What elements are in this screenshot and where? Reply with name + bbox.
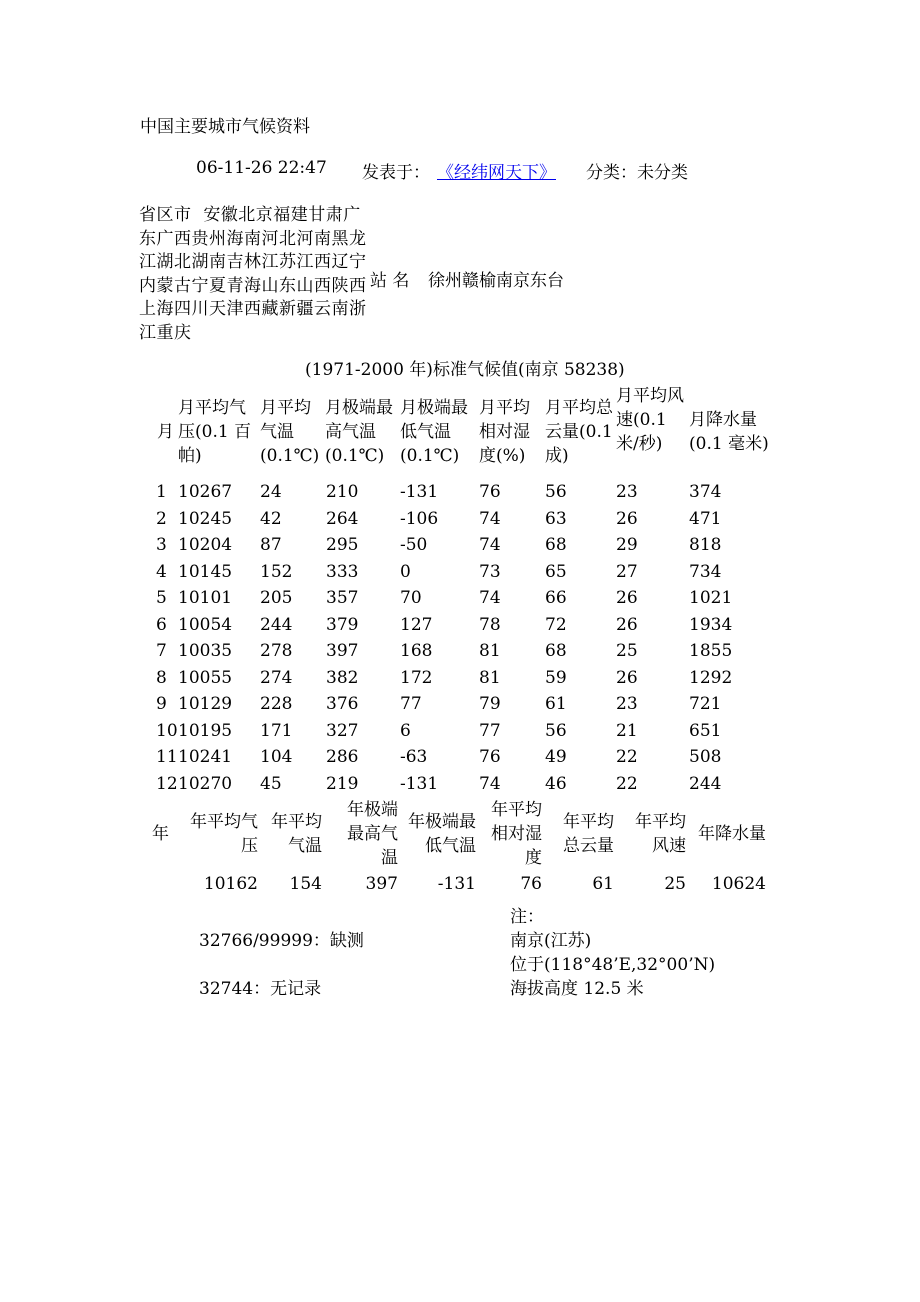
cell-precip: 471 [689,508,722,529]
cell-temp: 244 [260,614,293,635]
cell-humidity: 74 [479,508,501,529]
annual-value-pressure: 10162 [203,874,258,894]
cell-wind: 25 [616,641,638,661]
cell-min-temp: 0 [400,561,411,582]
cell-max-temp: 376 [326,694,359,714]
cell-wind: 22 [616,747,638,767]
cell-month: 11 [156,747,178,767]
note-label: 注： [510,907,544,927]
cell-pressure: 10145 [178,561,233,582]
cell-min-temp: 70 [400,588,422,608]
table-row [0,721,920,747]
cell-cloud: 49 [545,747,567,767]
cell-pressure: 10270 [178,773,233,794]
cell-humidity: 76 [479,482,501,502]
cell-cloud: 65 [545,561,567,582]
header-wind: 月平均风速(0.1 米/秒) [616,386,684,454]
cell-humidity: 81 [479,667,501,688]
post-datetime: 06-11-26 22:47 [196,158,327,178]
cell-cloud: 72 [545,614,567,635]
cell-month: 12 [156,773,178,794]
cell-humidity: 79 [479,694,501,714]
cell-cloud: 66 [545,588,567,608]
cell-cloud: 46 [545,773,567,794]
cell-wind: 29 [616,535,638,555]
table-row [0,535,920,561]
cell-month: 6 [156,614,167,635]
annual-header-temp: 年平均气温 [271,812,322,856]
cell-precip: 818 [689,535,722,555]
cell-month: 3 [156,535,167,555]
cell-month: 1 [156,482,167,502]
cell-pressure: 10204 [178,535,233,555]
cell-wind: 23 [616,694,638,714]
cell-min-temp: -50 [400,535,428,555]
cell-precip: 1934 [689,614,733,635]
annual-header-wind: 年平均风速 [635,812,686,856]
cell-max-temp: 219 [326,773,359,794]
cell-cloud: 59 [545,667,567,688]
table-row [0,509,920,535]
cell-pressure: 10054 [178,614,233,635]
post-meta [0,158,920,182]
header-cloud: 月平均总云量(0.1 成) [545,398,613,466]
cell-temp: 87 [260,535,282,555]
cell-precip: 1292 [689,667,733,688]
annual-header-precip: 年降水量 [698,824,766,844]
annual-value-wind: 25 [664,874,686,894]
annual-value-cloud: 61 [592,874,614,894]
annual-value-precip: 10624 [711,874,766,894]
annual-header-year: 年 [152,824,169,844]
cell-max-temp: 327 [326,720,359,741]
cell-temp: 152 [260,561,293,582]
cell-temp: 205 [260,588,293,608]
provinces-text: 安徽北京福建甘肃广东广西贵州海南河北河南黑龙江湖北湖南吉林江苏江西辽宁内蒙古宁夏青海山东山西陕西上海四川天津西藏新疆云南浙江重庆 [139,205,367,343]
station-list[interactable]: 徐州赣榆南京东台 [428,271,564,291]
table-title: (1971-2000 年)标准气候值(南京 58238) [305,360,625,380]
cell-min-temp: 172 [400,667,433,688]
table-row [0,615,920,641]
table-row [0,562,920,588]
source-link[interactable]: 《经纬网天下》 [437,163,556,183]
cell-cloud: 61 [545,694,567,714]
header-precip: 月降水量(0.1 毫米) [689,410,769,454]
table-row [0,482,920,508]
cell-month: 9 [156,694,167,714]
cell-min-temp: -63 [400,747,428,767]
cell-cloud: 56 [545,482,567,502]
cell-month: 5 [156,588,167,608]
cell-humidity: 76 [479,747,501,767]
cell-temp: 278 [260,641,293,661]
cell-pressure: 10241 [178,747,233,767]
annual-header-min-temp: 年极端最低气温 [408,812,476,856]
cell-wind: 26 [616,508,638,529]
cell-wind: 21 [616,720,638,741]
category-label: 分类：未分类 [586,163,688,183]
cell-temp: 274 [260,667,293,688]
header-pressure: 月平均气压(0.1 百帕) [178,398,252,466]
annual-value-max-temp: 397 [365,874,398,894]
cell-temp: 24 [260,482,282,502]
note-station-name: 南京(江苏) [510,931,592,951]
cell-wind: 27 [616,561,638,582]
cell-min-temp: -131 [400,482,439,502]
cell-month: 8 [156,667,167,688]
cell-wind: 26 [616,588,638,608]
cell-wind: 23 [616,482,638,502]
cell-cloud: 63 [545,508,567,529]
page-title: 中国主要城市气候资料 [140,117,310,137]
annual-header-pressure: 年平均气压 [190,812,258,856]
header-min-temp: 月极端最低气温(0.1℃) [400,398,468,466]
cell-month: 2 [156,508,167,529]
note-location: 位于(118°48’E,32°00’N) [510,955,716,975]
cell-pressure: 10101 [178,588,233,608]
cell-max-temp: 286 [326,747,359,767]
header-month: 月 [157,422,174,442]
cell-max-temp: 210 [326,482,359,502]
note-missing: 32766/99999：缺测 [199,931,364,951]
cell-humidity: 74 [479,535,501,555]
province-list [139,204,367,345]
cell-pressure: 10055 [178,667,233,688]
cell-precip: 244 [689,773,722,794]
cell-precip: 508 [689,747,722,767]
cell-humidity: 74 [479,773,501,794]
table-row [0,774,920,800]
table-row [0,641,920,667]
cell-humidity: 74 [479,588,501,608]
cell-temp: 171 [260,720,293,741]
table-row [0,588,920,614]
cell-precip: 1021 [689,588,733,608]
annual-value-humidity: 76 [520,874,542,894]
table-row [0,694,920,720]
cell-min-temp: 168 [400,641,433,661]
cell-min-temp: 77 [400,694,422,714]
cell-min-temp: 6 [400,720,411,741]
header-temp: 月平均气温(0.1℃) [260,398,320,466]
cell-pressure: 10035 [178,641,233,661]
cell-cloud: 56 [545,720,567,741]
station-label: 站 名 [370,271,410,291]
cell-temp: 104 [260,747,293,767]
provinces-label: 省区市 [139,205,192,225]
header-max-temp: 月极端最高气温(0.1℃) [325,398,393,466]
cell-cloud: 68 [545,641,567,661]
cell-temp: 42 [260,508,282,529]
cell-month: 10 [156,720,178,741]
cell-pressure: 10267 [178,482,233,502]
cell-precip: 651 [689,720,722,741]
cell-humidity: 81 [479,641,501,661]
cell-wind: 26 [616,614,638,635]
cell-month: 4 [156,561,167,582]
cell-temp: 228 [260,694,293,714]
cell-pressure: 10245 [178,508,233,529]
table-row [0,747,920,773]
annual-value-min-temp: -131 [437,874,476,894]
cell-min-temp: -131 [400,773,439,794]
note-no-record: 32744：无记录 [199,979,322,999]
annual-header-humidity: 年平均相对湿度 [491,800,542,868]
cell-temp: 45 [260,773,282,794]
cell-humidity: 77 [479,720,501,741]
annual-header-max-temp: 年极端最高气温 [347,800,398,868]
cell-wind: 22 [616,773,638,794]
cell-max-temp: 382 [326,667,359,688]
note-altitude: 海拔高度 12.5 米 [510,979,644,999]
cell-precip: 1855 [689,641,733,661]
cell-wind: 26 [616,667,638,688]
cell-max-temp: 295 [326,535,359,555]
cell-humidity: 78 [479,614,501,635]
cell-min-temp: 127 [400,614,433,635]
cell-max-temp: 333 [326,561,359,582]
cell-humidity: 73 [479,561,501,582]
cell-min-temp: -106 [400,508,439,529]
table-row [0,668,920,694]
cell-cloud: 68 [545,535,567,555]
cell-precip: 734 [689,561,722,582]
cell-month: 7 [156,641,167,661]
cell-pressure: 10195 [178,720,233,741]
cell-max-temp: 397 [326,641,359,661]
cell-precip: 374 [689,482,722,502]
posted-label: 发表于： [362,163,430,183]
annual-value-temp: 154 [289,874,322,894]
cell-max-temp: 264 [326,508,359,529]
cell-max-temp: 357 [326,588,359,608]
cell-pressure: 10129 [178,694,233,714]
cell-precip: 721 [689,694,722,714]
cell-max-temp: 379 [326,614,359,635]
annual-header-cloud: 年平均总云量 [563,812,614,856]
header-humidity: 月平均相对湿度(%) [479,398,530,466]
